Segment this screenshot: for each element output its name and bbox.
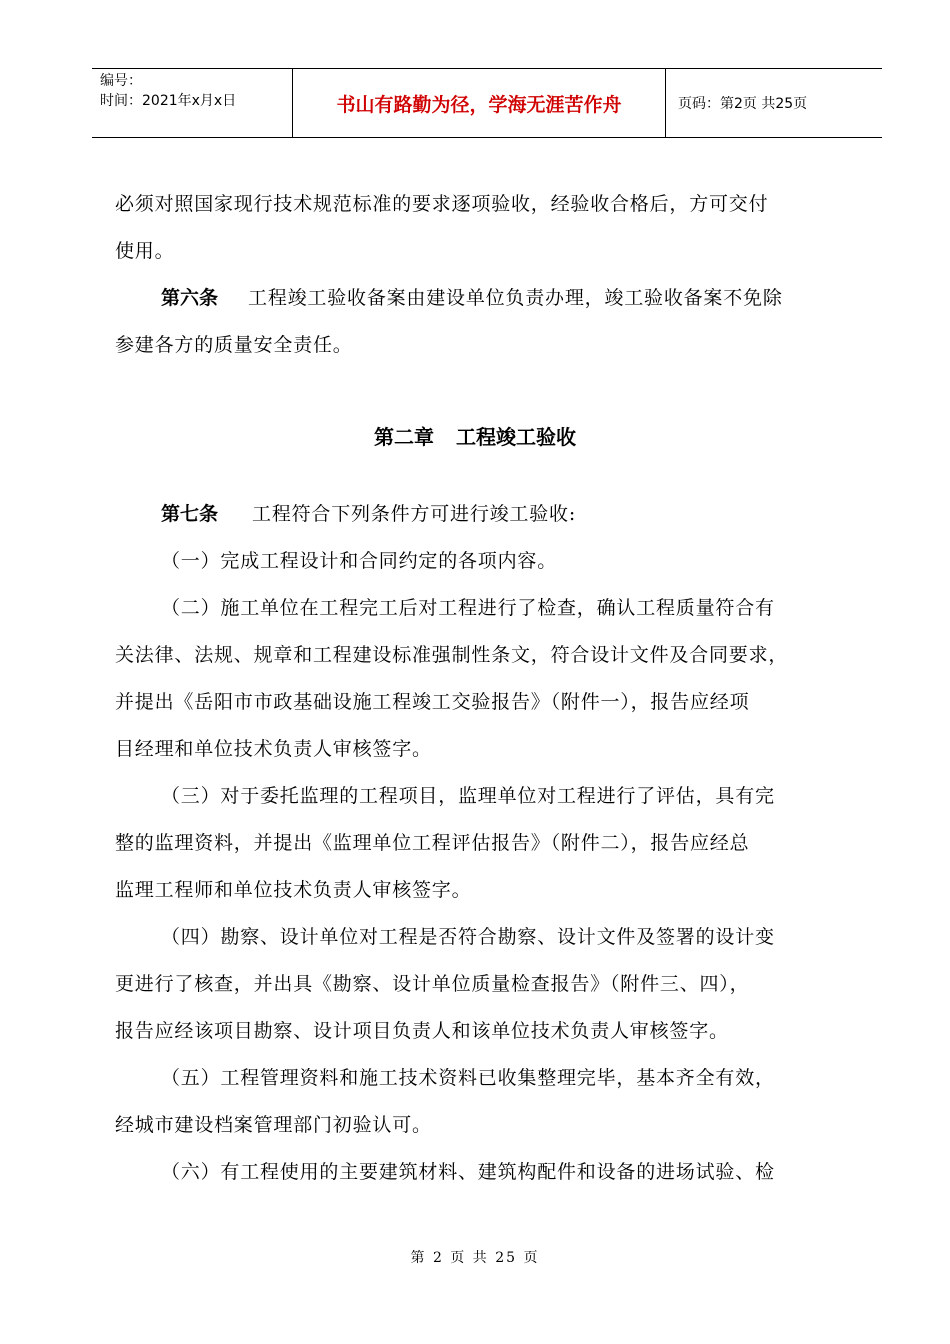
article-7-text: 工程符合下列条件方可进行竣工验收: [252,503,577,525]
page-footer: 第 2 页 共 25 页 [410,1250,540,1266]
list-item-continuation: 目经理和单位技术负责人审核签字。 [115,738,432,760]
list-item: （四）勘察、设计单位对工程是否符合勘察、设计文件及签署的设计变 [161,926,775,948]
document-body [115,181,885,1196]
chapter-number: 第二章 [374,425,434,449]
chapter-title: 工程竣工验收 [456,425,576,449]
article-6 [115,275,885,322]
list-item-continuation: 经城市建设档案管理部门初验认可。 [115,1114,432,1136]
article-6-label: 第六条 [161,287,219,309]
article-6-text: 工程竣工验收备案由建设单位负责办理，竣工验收备案不免除 [248,287,783,309]
document-time-label: 时间：2021年x月x日 [100,93,237,109]
article-7-label: 第七条 [161,503,219,525]
list-item: （五）工程管理资料和施工技术资料已收集整理完毕，基本齐全有效， [161,1067,775,1089]
document-number-label: 编号： [100,73,142,89]
paragraph-line: 必须对照国家现行技术规范标准的要求逐项验收，经验收合格后，方可交付 [115,193,769,215]
paragraph-line: 参建各方的质量安全责任。 [115,334,353,356]
list-item-continuation: 更进行了核查，并出具《勘察、设计单位质量检查报告》（附件三、四）， [115,973,750,995]
header-page-info: 页码：第2页 共25页 [678,96,808,112]
list-item: （一）完成工程设计和合同约定的各项内容。 [161,550,558,572]
list-item: （六）有工程使用的主要建筑材料、建筑构配件和设备的进场试验、检 [161,1161,775,1183]
article-7 [115,491,885,538]
list-item-continuation: 关法律、法规、规章和工程建设标准强制性条文，符合设计文件及合同要求， [115,644,789,666]
header-meta [92,69,293,137]
chapter-heading [115,414,885,461]
list-item: （三）对于委托监理的工程项目，监理单位对工程进行了评估，具有完 [161,785,775,807]
list-item: （二）施工单位在工程完工后对工程进行了检查，确认工程质量符合有 [161,597,775,619]
list-item-continuation: 整的监理资料，并提出《监理单位工程评估报告》（附件二），报告应经总 [115,832,750,854]
paragraph-line: 使用。 [115,240,175,262]
list-item-continuation: 并提出《岳阳市市政基础设施工程竣工交验报告》（附件一），报告应经项 [115,691,750,713]
list-item-continuation: 报告应经该项目勘察、设计项目负责人和该单位技术负责人审核签字。 [115,1020,729,1042]
page-header [92,68,882,138]
list-item-continuation: 监理工程师和单位技术负责人审核签字。 [115,879,472,901]
header-motto: 书山有路勤为径，学海无涯苦作舟 [293,69,666,137]
